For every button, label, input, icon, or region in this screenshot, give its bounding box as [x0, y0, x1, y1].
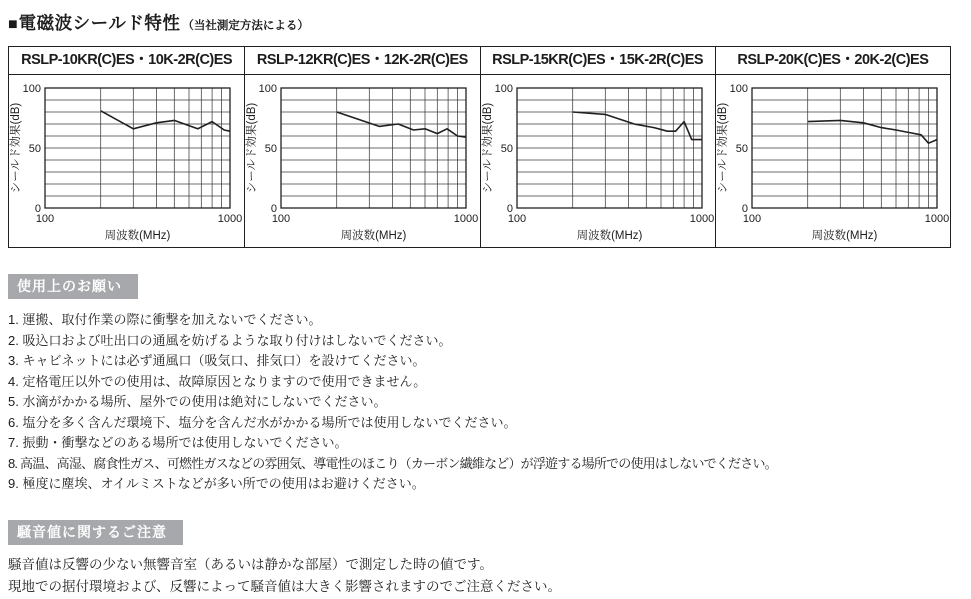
chart-model-header: RSLP-10KR(C)ES・10K-2R(C)ES — [9, 47, 244, 75]
chart-column-rslp-15k — [480, 47, 715, 247]
svg-text:周波数(MHz): 周波数(MHz) — [811, 230, 878, 242]
chart-column-rslp-12k — [244, 47, 479, 247]
usage-note-item: 7. 振動・衝撃などのある場所では使用しないでください。 — [8, 435, 348, 450]
svg-text:1000: 1000 — [217, 213, 242, 225]
svg-text:1000: 1000 — [454, 213, 479, 225]
svg-text:0: 0 — [271, 203, 278, 215]
usage-notes-list — [8, 310, 961, 495]
usage-notes-header: 使用上のお願い — [8, 274, 138, 299]
page-title-note: （当社測定方法による） — [182, 20, 309, 32]
page-title-text: 電磁波シールド特性 — [18, 13, 181, 33]
chart-column-rslp-20k — [715, 47, 950, 247]
title-square-icon: ■ — [8, 16, 18, 33]
svg-text:周波数(MHz): 周波数(MHz) — [104, 230, 171, 242]
svg-text:50: 50 — [735, 143, 748, 155]
svg-text:100: 100 — [729, 83, 748, 95]
svg-text:100: 100 — [742, 213, 761, 225]
svg-text:周波数(MHz): 周波数(MHz) — [340, 230, 407, 242]
chart-model-header: RSLP-15KR(C)ES・15K-2R(C)ES — [481, 47, 715, 75]
svg-text:100: 100 — [494, 83, 513, 95]
shield-chart — [481, 75, 715, 247]
chart-model-header: RSLP-12KR(C)ES・12K-2R(C)ES — [245, 47, 479, 75]
svg-text:シールド効果(dB): シールド効果(dB) — [246, 102, 259, 194]
usage-note-item: 1. 運搬、取付作業の際に衝撃を加えないでください。 — [8, 312, 322, 327]
svg-text:1000: 1000 — [924, 213, 949, 225]
usage-note-item: 8. 高温、高湿、腐食性ガス、可燃性ガスなどの雰囲気、導電性のほこり（カーボン繊維など）が浮遊する場所での使用はしないでください。 — [8, 455, 777, 471]
svg-text:100: 100 — [272, 213, 291, 225]
svg-text:100: 100 — [22, 83, 41, 95]
usage-note-item: 4. 定格電圧以外での使用は、故障原因となりますので使用できません。 — [8, 373, 427, 389]
svg-text:50: 50 — [265, 143, 278, 155]
usage-note-item: 3. キャビネットには必ず通風口（吸気口、排気口）を設けてください。 — [8, 353, 426, 368]
chart-column-rslp-10k — [9, 47, 244, 247]
svg-text:0: 0 — [34, 203, 41, 215]
svg-text:50: 50 — [500, 143, 513, 155]
noise-notice-header: 騒音値に関するご注意 — [8, 520, 183, 545]
svg-text:100: 100 — [258, 83, 278, 95]
svg-text:周波数(MHz): 周波数(MHz) — [576, 230, 642, 242]
svg-text:シールド効果(dB): シールド効果(dB) — [481, 102, 494, 194]
usage-note-item: 5. 水滴がかかる場所、屋外での使用は絶対にしないでください。 — [8, 394, 387, 409]
svg-text:1000: 1000 — [689, 213, 714, 225]
svg-text:100: 100 — [507, 213, 526, 225]
chart-model-header: RSLP-20K(C)ES・20K-2(C)ES — [716, 47, 950, 75]
shield-chart — [716, 75, 950, 247]
usage-note-item: 6. 塩分を多く含んだ環境下、塩分を含んだ水がかかる場所では使用しないでください。 — [8, 414, 517, 430]
shield-chart — [245, 75, 479, 247]
svg-text:0: 0 — [741, 203, 748, 215]
noise-notice-line: 騒音値は反響の少ない無響音室（あるいは静かな部屋）で測定した時の値です。 — [8, 556, 493, 572]
svg-text:シールド効果(dB): シールド効果(dB) — [10, 102, 22, 194]
noise-notice-line: 現地での据付環境および、反響によって騒音値は大きく影響されますのでご注意ください。 — [8, 579, 561, 594]
usage-note-item: 9. 極度に塵埃、オイルミストなどが多い所での使用はお避けください。 — [8, 476, 425, 491]
noise-notice-text — [8, 554, 961, 599]
shield-chart-table — [8, 46, 951, 248]
page-title — [8, 10, 961, 35]
usage-note-item: 2. 吸込口および吐出口の通風を妨げるような取り付けはしないでください。 — [8, 332, 452, 348]
svg-text:シールド効果(dB): シールド効果(dB) — [716, 102, 729, 194]
svg-text:100: 100 — [35, 213, 55, 225]
svg-text:50: 50 — [28, 143, 41, 155]
svg-text:0: 0 — [506, 203, 513, 215]
shield-chart — [9, 75, 244, 247]
